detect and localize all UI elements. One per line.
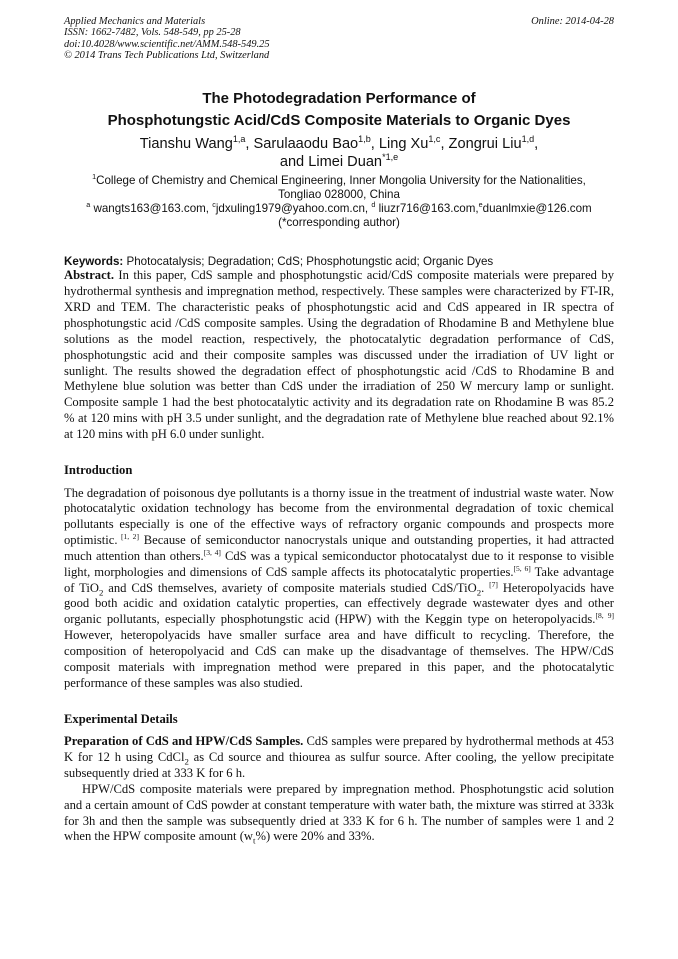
section-heading-introduction: Introduction (64, 462, 133, 477)
paper-title (64, 88, 614, 132)
section-heading-experimental: Experimental Details (64, 711, 178, 726)
experimental-paragraph-2 (64, 782, 614, 845)
journal-name: Applied Mechanics and Materials (64, 16, 206, 27)
abstract (64, 268, 614, 442)
issn: ISSN: 1662-7482, Vols. 548-549, pp 25-28 (64, 27, 241, 39)
affil-marker: 1 (92, 171, 97, 181)
citation: [3, 4] (203, 547, 221, 557)
keywords-label: Keywords: (64, 255, 124, 269)
email-marker: a (86, 200, 91, 210)
email: jdxuling1979@yahoo.com.cn, (215, 202, 372, 216)
body-text: Because of semiconductor nanocrystals unique and outstanding properties, it had attracted much attention than others. (64, 533, 614, 563)
email-marker: c (212, 200, 216, 210)
email: duanlmxie@126.com (482, 202, 592, 216)
body-text: Take advantage of TiO (64, 564, 614, 595)
body-text: %) were 20% and 33%. (255, 829, 375, 844)
author-affil-marker: 1,b (358, 133, 371, 144)
author-affil-marker: 1,a (232, 133, 246, 144)
affiliation-block (64, 171, 614, 231)
title-line-1: The Photodegradation Performance of (202, 89, 476, 107)
journal-header (64, 16, 614, 62)
body-text: and CdS themselves, avariety of composite materials studied CdS/TiO (103, 580, 477, 595)
experimental-paragraph-1 (64, 734, 614, 782)
abstract-text: In this paper, CdS sample and phosphotungstic acid/CdS composite materials were prepared by hydrothermal synthesis and impregnation method, respectively. These samples were characterized by FT-IR, XRD and TEM. The characteristic peaks of phosphotungstic acid and CdS appeared in IR spectra of phosphotungstic acid /CdS composite samples. Using the degradation of Rhodamine B and Methylene blue solutions as the model reaction, respectively, the photocatalytic degradation performance of CdS, phosphotungstic acid and their composite samples was discussed under the irradiation of UV light or sunlight. The results showed the degradation effect of phosphotungstic acid /CdS to Rhodamine B and Methylene blue solution was better than CdS under the irradiation of 250 W mercury lamp or sunlight. Composite sample 1 had the best photocatalytic activity and its degradation rate on Rhodamine B was 85.2 % at 120 mins with pH 3.5 under sunlight, and the degradation rate of Methylene blue reached about 92.1% at 120 mins with pH 6.0 under sunlight. (64, 268, 614, 441)
email-line (64, 202, 614, 216)
corresponding-note: (*corresponding author) (278, 216, 400, 230)
introduction-paragraph (64, 486, 614, 692)
body-text: . (481, 580, 490, 595)
citation: [7] (489, 579, 498, 589)
citation: [5, 6] (513, 563, 531, 573)
author-affil-marker: *1,e (382, 152, 399, 163)
citation: [8, 9] (595, 611, 614, 621)
email: liuzr716@163.com, (375, 202, 479, 216)
copyright: © 2014 Trans Tech Publications Ltd, Switzerland (64, 50, 270, 62)
author-name: and Limei Duan (279, 154, 383, 171)
subscript: 2 (184, 756, 189, 767)
body-text: as Cd source and thiourea as sulfur source. After cooling, the yellow precipitate subsequently dried at 333 K for 6 h. (64, 750, 614, 781)
author-affil-marker: 1,c (428, 133, 441, 144)
affiliation-line-2: Tongliao 028000, China (278, 187, 400, 201)
subscript: 2 (99, 587, 104, 598)
body-text: HPW/CdS composite materials were prepared by impregnation method. Phosphotungstic acid solution and a certain amount of CdS powder at constant temperature with water bath, the mixture was stirred at 333k for 3h and then the sample was subsequently dried at 333 K for 6 h. The number of samples were 1 and 2 when the HPW composite amount (w (64, 781, 614, 844)
online-date: Online: 2014-04-28 (531, 16, 614, 27)
subscript: 2 (476, 587, 482, 598)
author-affil-marker: 1,d (521, 133, 535, 144)
body-text: The degradation of poisonous dye pollutants is a thorny issue in the treatment of industrial waste water. Now photocatalytic oxidation technology has become from the environmental degradation of toxic chemical pollutants especially is one of the effective ways of refractory organic compounds and prospects more optimistic. (64, 485, 614, 548)
body-text: Heteropolyacids have good both acidic and oxidation catalytic properties, can effectively degrade wastewater dyes and other organic pollutants, especially phosphotungstic acid (HPW) with the Keggin type on heteropolyacids. (64, 580, 615, 627)
citation: [1, 2] (117, 531, 139, 541)
keywords (64, 255, 614, 268)
body-text: However, heteropolyacids have smaller surface area and have difficult to recycling. Therefore, the composition of heteropolyacid and CdS can make up the disadvantage of themselves. The HPW/CdS composit materials with impregnation method were prepared in this paper, and the photocatalytic performance of these samples was also studied. (64, 628, 614, 690)
author-name: , Sarulaaodu Bao (245, 135, 359, 152)
author-name: , Ling Xu (370, 135, 429, 152)
author-list (64, 135, 614, 172)
author-name: , Zongrui Liu (440, 135, 522, 152)
subsection-label: Preparation of CdS and HPW/CdS Samples. (64, 734, 304, 749)
keywords-text: Photocatalysis; Degradation; CdS; Phosphotungstic acid; Organic Dyes (123, 255, 494, 269)
author-name: Tianshu Wang (139, 135, 233, 152)
subscript: t (253, 835, 256, 846)
body-text: CdS was a typical semiconductor photocatalyst due to it response to visible light, morphologies and dimensions of CdS sample affects its photocatalytic properties. (64, 548, 614, 579)
body-text: CdS samples were prepared by hydrothermal methods at 453 K for 12 h using CdCl (64, 734, 614, 765)
abstract-label: Abstract. (64, 268, 115, 283)
email: wangts163@163.com, (90, 202, 213, 216)
title-line-2: Phosphotungstic Acid/CdS Composite Materials to Organic Dyes (107, 111, 571, 129)
doi: doi:10.4028/www.scientific.net/AMM.548-549.25 (64, 38, 270, 50)
email-marker: e (478, 200, 483, 210)
author-separator: , (534, 135, 539, 152)
email-marker: d (371, 200, 376, 210)
affiliation-line-1: College of Chemistry and Chemical Engineering, Inner Mongolia University for the Nationalities, (96, 173, 586, 187)
